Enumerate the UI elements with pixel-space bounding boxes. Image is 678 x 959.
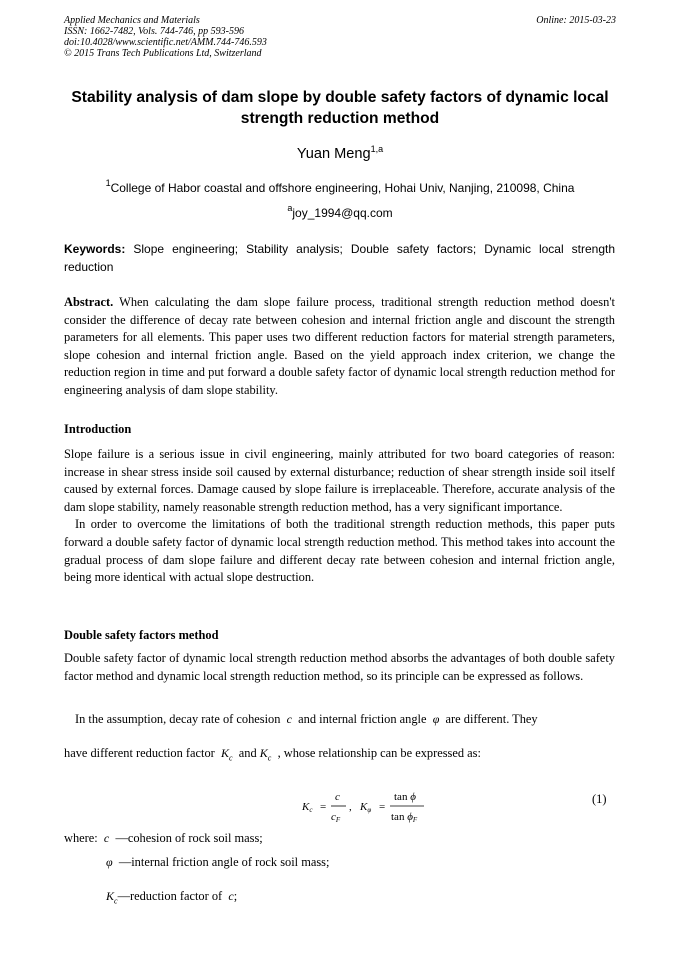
abstract-text: When calculating the dam slope failure process, traditional strength reduction method doesn't consider the difference of decay rate between cohesion and internal friction angle and discount the strength parameters for all elements. This paper uses two different reduction factors for material strength parameters, slope cohesion and internal friction angle. Based on the yield approach index criterion, we change the reduction region in time and put forward a double safety factor of dynamic local strength reduction method for engineering analysis of dam slope stability. xyxy=(64,295,615,397)
journal-name: Applied Mechanics and Materials xyxy=(64,15,200,26)
eq-den-tan: tan ϕF xyxy=(391,811,418,824)
online-date: Online: 2015-03-23 xyxy=(536,15,616,26)
where-def-c: —cohesion of rock soil mass; xyxy=(115,831,263,845)
eq-den-cF: cF xyxy=(331,811,341,824)
keywords xyxy=(64,240,615,276)
symbol-phi: φ xyxy=(432,712,440,726)
assumption-text-a: In the assumption, decay rate of cohesion xyxy=(75,712,281,726)
where-label: where: xyxy=(64,831,98,845)
symbol-Kc-2 xyxy=(259,746,272,763)
where-line-1 xyxy=(64,831,263,846)
symbol-K: K xyxy=(221,746,230,760)
introduction-paragraph-1: Slope failure is a serious issue in civil engineering, mainly attributed for two board categories of reason: increase in shear stress inside soil caused by external disturbance; reduction of shear strength inside soil itself caused by external forces. Damage caused by slope failure is irreplaceable. Therefore, accurate analysis of the dam slope stability, namely reasonable strength reduction method, has a very significant importance. xyxy=(64,447,615,514)
assumption-text-c: are different. They xyxy=(445,712,538,726)
where-def-Kc: —reduction factor of xyxy=(117,889,223,903)
abstract xyxy=(64,294,615,400)
subscript-c: c xyxy=(229,753,233,763)
equation-1 xyxy=(300,787,430,827)
symbol-K: K xyxy=(259,746,268,760)
where-line-3 xyxy=(106,889,237,905)
affiliation-superscript: 1 xyxy=(105,178,111,188)
symbol-Kc-1 xyxy=(221,746,233,763)
paper-title: Stability analysis of dam slope by double safety factors of dynamic local strength reduction method xyxy=(71,89,609,127)
subscript-c: c xyxy=(114,896,118,906)
equation-number: (1) xyxy=(592,792,607,806)
author-name: Yuan Meng xyxy=(296,146,371,162)
author xyxy=(64,144,616,162)
assumption-text-b: and internal friction angle xyxy=(298,712,427,726)
relation-text-a: have different reduction factor xyxy=(64,746,215,760)
author-email xyxy=(64,203,616,220)
assumption-paragraph xyxy=(64,711,615,729)
email-superscript: a xyxy=(287,203,293,213)
where-semicolon: ; xyxy=(233,889,238,903)
eq-Kphi: Kφ xyxy=(360,801,372,814)
journal-copyright: © 2015 Trans Tech Publications Ltd, Switzerland xyxy=(64,48,262,59)
journal-issn: ISSN: 1662-7482, Vols. 744-746, pp 593-596 xyxy=(64,26,244,37)
introduction-heading: Introduction xyxy=(64,422,132,436)
keywords-label: Keywords: xyxy=(64,242,126,256)
journal-header xyxy=(64,15,616,59)
relation-text-c: , whose relationship can be expressed as: xyxy=(277,746,481,760)
email-text: joy_1994@qq.com xyxy=(292,206,393,220)
where-line-2 xyxy=(106,855,329,870)
affiliation xyxy=(64,178,616,195)
author-superscript: 1,a xyxy=(370,144,384,154)
relation-paragraph xyxy=(64,745,615,767)
section-heading-double-safety: Double safety factors method xyxy=(64,628,219,642)
symbol-c: c xyxy=(286,712,292,726)
journal-doi: doi:10.4028/www.scientific.net/AMM.744-746.593 xyxy=(64,37,267,48)
section-paragraph-1: Double safety factor of dynamic local strength reduction method absorbs the advantages of both double safety factor method and dynamic local strength reduction method, so its principle can be expressed as follows. xyxy=(64,651,615,683)
abstract-label: Abstract. xyxy=(64,295,114,309)
eq-equals-1: = xyxy=(320,801,327,813)
introduction-body xyxy=(64,446,615,587)
affiliation-text: College of Habor coastal and offshore engineering, Hohai Univ, Nanjing, 210098, China xyxy=(110,181,575,195)
symbol-K: K xyxy=(106,889,115,903)
keywords-text: Slope engineering; Stability analysis; Double safety factors; Dynamic local strength reduction xyxy=(64,242,615,274)
eq-equals-2: = xyxy=(379,801,386,813)
where-symbol-c-2: c xyxy=(228,889,234,903)
subscript-c: c xyxy=(267,753,272,763)
eq-comma: , xyxy=(349,801,352,813)
where-symbol-c: c xyxy=(103,831,110,845)
eq-Kc: Kc xyxy=(302,801,313,814)
where-symbol-Kc xyxy=(106,889,118,906)
eq-num-c: c xyxy=(335,791,340,803)
relation-text-b: and xyxy=(238,746,257,760)
where-def-phi: —internal friction angle of rock soil mass; xyxy=(118,855,330,869)
introduction-paragraph-2: In order to overcome the limitations of both the traditional strength reduction methods, this paper puts forward a double safety factor of dynamic local strength reduction method. This method takes into account the gradual process of dam slope failure and different decay rate between cohesion and internal friction angle, being more identical with actual slope destruction. xyxy=(64,517,615,585)
eq-num-tan: tan ϕ xyxy=(394,791,416,803)
where-symbol-phi: φ xyxy=(106,855,113,869)
